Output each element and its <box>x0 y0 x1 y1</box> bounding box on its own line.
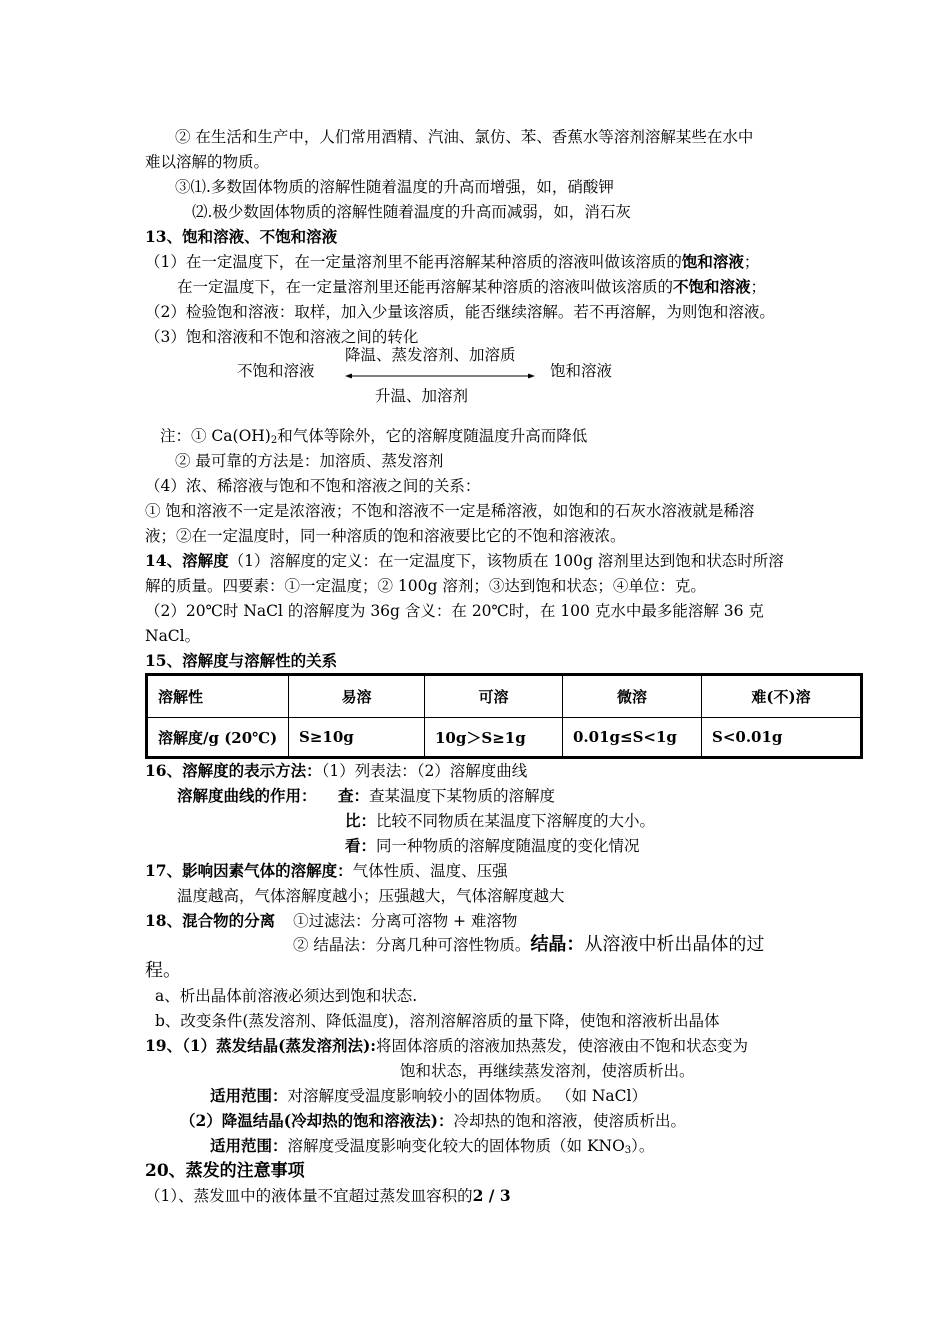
key-label: 适用范围： <box>210 1136 288 1155</box>
section-heading-17: 17、影响因素气体的溶解度： <box>145 861 353 880</box>
text-span: （1）在一定温度下，在一定量溶剂里不能再溶解某种溶质的溶液叫做该溶质的 <box>145 253 682 271</box>
text-line: 温度越高，气体溶解度越小；压强越大，气体溶解度越大 <box>177 887 565 905</box>
text-line <box>345 835 640 857</box>
table-header-cell: 易溶 <box>289 675 425 718</box>
note-line: ② 最可靠的方法是：加溶质、蒸发溶剂 <box>175 452 444 470</box>
text-line <box>145 251 759 273</box>
text-line: 饱和状态，再继续蒸发溶剂，使溶质析出。 <box>400 1062 695 1080</box>
section-heading-13: 13、饱和溶液、不饱和溶液 <box>145 227 338 246</box>
text-span: ② 结晶法：分离几种可溶性物质。 <box>293 936 531 954</box>
text-line: 液；②在一定温度时，同一种溶质的饱和溶液要比它的不饱和溶液浓。 <box>145 527 626 545</box>
text-span: 溶解度受温度影响变化较大的固体物质（如 KNO <box>287 1137 625 1155</box>
text-span: ）。 <box>631 1137 655 1155</box>
text-line: 解的质量。四要素：①一定温度；② 100g 溶剂；③达到饱和状态；④单位：克。 <box>145 577 706 595</box>
emphasis-text: 2 / 3 <box>472 1186 511 1205</box>
conversion-bottom-label: 升温、加溶剂 <box>375 387 469 405</box>
note-line <box>160 425 587 452</box>
text-line: b、改变条件(蒸发溶剂、降低温度)，溶剂溶解溶质的量下降，使饱和溶液析出晶体 <box>155 1012 720 1030</box>
text-line: （4）浓、稀溶液与饱和不饱和溶液之间的关系： <box>145 477 481 495</box>
table-cell: 0.01g≤S<1g <box>563 718 702 758</box>
text-line: （3）饱和溶液和不饱和溶液之间的转化 <box>145 328 419 346</box>
table-header-cell: 微溶 <box>563 675 702 718</box>
table-cell: 溶解度/g (20℃) <box>147 718 289 758</box>
text-span: 将固体溶质的溶液加热蒸发，使溶液由不饱和状态变为 <box>376 1037 749 1055</box>
text-line <box>293 934 764 956</box>
table-header-cell: 难(不)溶 <box>702 675 862 718</box>
key-label: 查： <box>338 786 370 805</box>
text-line <box>145 1035 748 1057</box>
text-line <box>338 785 555 807</box>
table-cell: 10g＞S≥1g <box>425 718 563 758</box>
table-cell: S<0.01g <box>702 718 862 758</box>
text-span: 对溶解度受温度影响较小的固体物质。 （如 NaCl） <box>287 1087 647 1105</box>
text-line: ① 饱和溶液不一定是浓溶液；不饱和溶液不一定是稀溶液，如饱和的石灰水溶液就是稀溶 <box>145 502 755 520</box>
text-span: 注：① Ca(OH) <box>160 427 271 445</box>
text-line: （2）20℃时 NaCl 的溶解度为 36g 含义：在 20℃时，在 100 克水中最多能溶解 36 克 <box>145 602 764 620</box>
emphasis-text: 不饱和溶液 <box>673 277 751 296</box>
text-line: ⑵.极少数固体物质的溶解性随着温度的升高而减弱，如，消石灰 <box>192 203 631 221</box>
text-line <box>145 860 508 882</box>
table-row <box>147 675 862 718</box>
text-span: 查某温度下某物质的溶解度 <box>369 787 556 805</box>
text-span: （1）、蒸发皿中的液体量不宜超过蒸发皿容积的 <box>145 1187 473 1205</box>
conversion-right-label: 饱和溶液 <box>550 362 613 380</box>
text-line <box>177 276 766 298</box>
text-span: 气体性质、温度、压强 <box>352 862 508 880</box>
table-header-cell: 可溶 <box>425 675 563 718</box>
text-span: ①过滤法：分离可溶物 + 难溶物 <box>293 912 518 930</box>
text-span: 和气体等除外，它的溶解度随温度升高而降低 <box>277 427 588 445</box>
text-line: 难以溶解的物质。 <box>145 153 270 171</box>
text-span: 冷却热的饱和溶液，使溶质析出。 <box>453 1112 686 1130</box>
text-line: a、析出晶体前溶液必须达到饱和状态. <box>155 987 418 1005</box>
text-line: 程。 <box>145 960 181 981</box>
key-label: 适用范围： <box>210 1086 288 1105</box>
text-span: 在一定温度下，在一定量溶剂里还能再溶解某种溶质的溶液叫做该溶质的 <box>177 278 674 296</box>
table-cell: S≥10g <box>289 718 425 758</box>
text-line <box>145 760 527 782</box>
subscript: 2 <box>270 435 278 446</box>
double-arrow-icon <box>345 373 535 379</box>
text-line <box>180 1110 686 1132</box>
section-heading-18: 18、混合物的分离 <box>145 911 276 930</box>
text-line <box>345 810 655 832</box>
section-heading-19: 19、（1）蒸发结晶(蒸发溶剂法): <box>145 1036 376 1055</box>
text-span: 比较不同物质在某温度下溶解度的大小。 <box>376 812 656 830</box>
text-span: ； <box>743 253 760 271</box>
text-line <box>145 1185 511 1207</box>
section-heading-15: 15、溶解度与溶解性的关系 <box>145 651 338 670</box>
text-span: （1）溶解度的定义：在一定温度下，该物质在 100g 溶剂里达到饱和状态时所溶 <box>228 552 784 570</box>
subscript: 3 <box>624 1145 632 1156</box>
text-span: （1）列表法：（2）溶解度曲线 <box>321 762 528 780</box>
key-label: （2）降温结晶(冷却热的饱和溶液法)： <box>180 1111 454 1130</box>
text-line <box>145 550 784 572</box>
text-span: ； <box>750 278 767 296</box>
emphasis-text: 结晶： <box>530 934 585 955</box>
section-heading-14: 14、溶解度 <box>145 551 229 570</box>
text-line: ③⑴.多数固体物质的溶解性随着温度的升高而增强，如，硝酸钾 <box>175 178 614 196</box>
text-line: NaCl。 <box>145 627 201 645</box>
key-label: 比： <box>345 811 377 830</box>
text-line <box>210 1085 647 1107</box>
table-header-cell: 溶解性 <box>147 675 289 718</box>
text-span: 从溶液中析出晶体的过 <box>584 934 765 955</box>
key-label: 看： <box>345 836 377 855</box>
table-row <box>147 718 862 758</box>
section-heading-16: 16、溶解度的表示方法： <box>145 761 322 780</box>
section-heading-20: 20、蒸发的注意事项 <box>145 1161 305 1181</box>
emphasis-text: 饱和溶液 <box>681 252 744 271</box>
text-line <box>210 1135 654 1162</box>
curve-use-label: 溶解度曲线的作用： <box>177 786 317 805</box>
solubility-table <box>145 673 863 759</box>
conversion-top-label: 降温、蒸发溶剂、加溶质 <box>345 346 516 364</box>
text-line: ② 在生活和生产中，人们常用酒精、汽油、氯仿、苯、香蕉水等溶剂溶解某些在水中 <box>175 128 754 146</box>
text-span: 同一种物质的溶解度随温度的变化情况 <box>376 837 640 855</box>
text-line <box>145 910 517 932</box>
conversion-left-label: 不饱和溶液 <box>237 362 315 380</box>
text-line: （2）检验饱和溶液：取样，加入少量该溶质，能否继续溶解。若不再溶解，为则饱和溶液。 <box>145 303 775 321</box>
